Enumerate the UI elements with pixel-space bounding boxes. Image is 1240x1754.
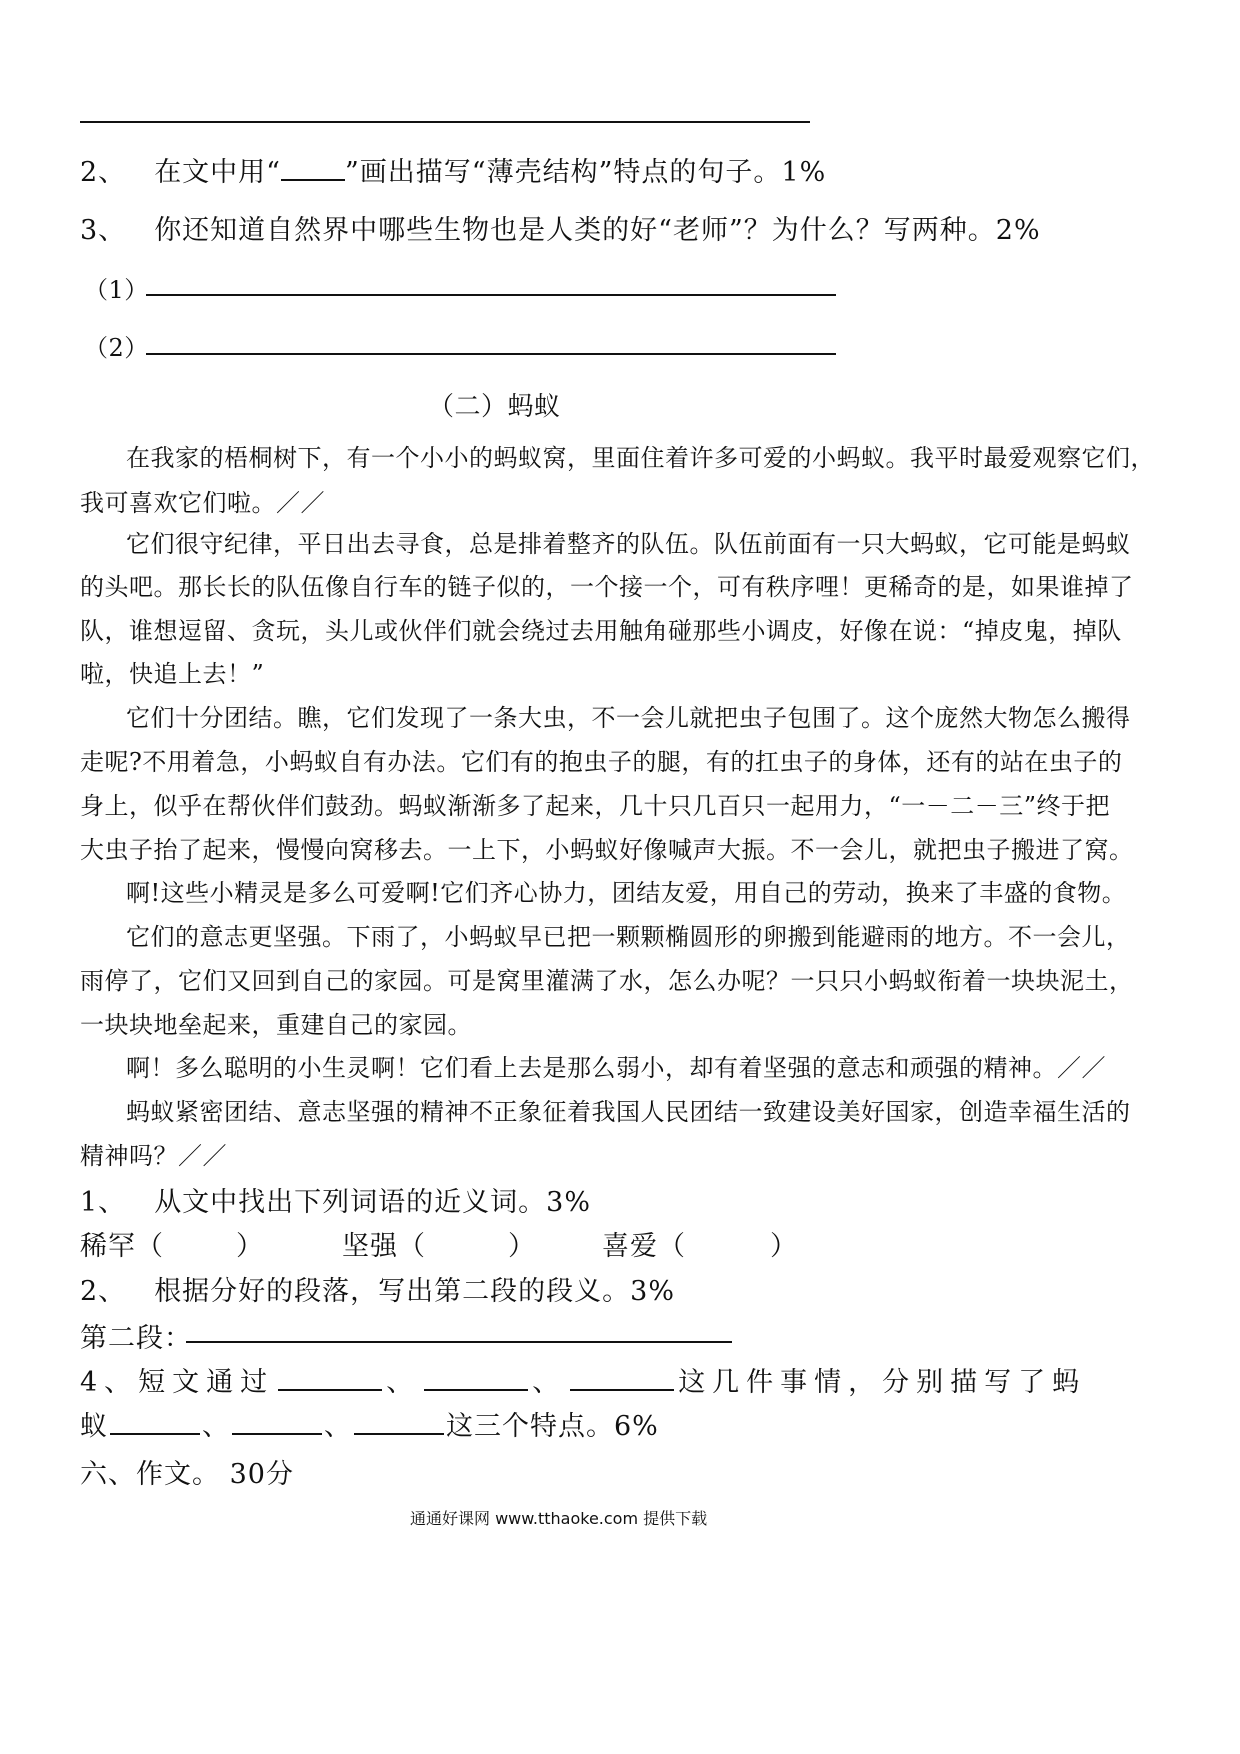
passage-line: 的头吧。那长长的队伍像自行车的链子似的，一个接一个，可有秩序哩！更稀奇的是，如果谁掉了 (80, 573, 1134, 601)
question-1-text: 从文中找出下列词语的近义词。3% (154, 1187, 592, 1218)
answer-label-2: （2） (84, 334, 149, 362)
passage-line: 啦，快追上去！” (80, 660, 265, 688)
question-4-line-2-end: 这三个特点。6% (446, 1411, 659, 1442)
passage-line: 一块块地垒起来，重建自己的家园。 (80, 1011, 472, 1039)
synonym-word-3: 喜爱（ (602, 1231, 686, 1262)
question-2-paragraph-number: 2、 (80, 1276, 127, 1307)
question-2-paragraph (80, 1269, 675, 1308)
event-blank-2[interactable] (424, 1365, 528, 1391)
top-rule (80, 121, 810, 123)
passage-line: 它们的意志更坚强。下雨了，小蚂蚁早已把一颗颗椭圆形的卵搬到能避雨的地方。不一会儿， (126, 923, 1131, 951)
passage-title: （二）蚂蚁 (428, 392, 561, 422)
passage-line: 在我家的梧桐树下，有一个小小的蚂蚁窝，里面住着许多可爱的小蚂蚁。我平时最爱观察它们， (126, 444, 1155, 472)
event-blank-3[interactable] (570, 1365, 674, 1391)
question-2 (80, 150, 826, 189)
passage-line: 它们十分团结。瞧，它们发现了一条大虫，不一会儿就把虫子包围了。这个庞然大物怎么搬得 (126, 704, 1131, 732)
passage-line: 我可喜欢它们啦。／／ (80, 489, 325, 517)
question-4-line-2-start: 蚁 (80, 1411, 108, 1442)
question-4-start: 4、短文通过 (80, 1367, 275, 1398)
separator: 、 (386, 1367, 421, 1398)
passage-line: 雨停了，它们又回到自己的家园。可是窝里灌满了水，怎么办呢？一只只小蚂蚁衔着一块块泥土， (80, 967, 1134, 995)
passage-line: 走呢?不用着急，小蚂蚁自有办法。它们有的抱虫子的腿，有的扛虫子的身体，还有的站在虫子的 (80, 748, 1123, 776)
separator: 、 (532, 1367, 567, 1398)
separator: 、 (202, 1411, 230, 1442)
synonym-close-3: ） (770, 1231, 798, 1262)
question-2-paragraph-text: 根据分好的段落，写出第二段的段义。3% (154, 1276, 676, 1307)
question-1-number: 1、 (80, 1187, 127, 1218)
underline-blank[interactable] (281, 155, 345, 181)
trait-blank-3[interactable] (354, 1409, 444, 1435)
question-1 (80, 1180, 591, 1219)
answer-label-1: （1） (84, 276, 149, 304)
passage-line: 身上，似乎在帮伙伴们鼓劲。蚂蚁渐渐多了起来，几十只几百只一起用力，“一－二－三”终于把 (80, 792, 1111, 820)
answer-line-2[interactable] (146, 353, 836, 355)
trait-blank-2[interactable] (232, 1409, 322, 1435)
paragraph-two-answer-line[interactable] (186, 1341, 732, 1343)
question-3-text: 你还知道自然界中哪些生物也是人类的好“老师”？为什么？写两种。2% (154, 215, 1041, 246)
event-blank-1[interactable] (278, 1365, 382, 1391)
question-3-number: 3、 (80, 215, 127, 246)
passage-line: 精神吗？／／ (80, 1142, 227, 1170)
question-4-end: 这几件事情，分别描写了蚂 (678, 1367, 1087, 1398)
question-4-line-1 (80, 1360, 1086, 1399)
passage-line: 大虫子抬了起来，慢慢向窝移去。一上下，小蚂蚁好像喊声大振。不一会儿，就把虫子搬进了窝。 (80, 836, 1134, 864)
passage-line: 它们很守纪律，平日出去寻食，总是排着整齐的队伍。队伍前面有一只大蚂蚁，它可能是蚂蚁 (126, 530, 1131, 558)
synonym-word-1: 稀罕（ (80, 1231, 164, 1262)
passage-line: 啊！多么聪明的小生灵啊！它们看上去是那么弱小，却有着坚强的意志和顽强的精神。／／ (126, 1054, 1106, 1082)
question-2-number: 2、 (80, 157, 127, 188)
answer-line-1[interactable] (146, 294, 836, 296)
question-2-text-after: ”画出描写“薄壳结构”特点的句子。1% (345, 157, 827, 188)
paragraph-two-label: 第二段： (80, 1323, 192, 1354)
synonym-close-1: ） (236, 1231, 264, 1262)
synonym-close-2: ） (508, 1231, 536, 1262)
question-3 (80, 208, 1041, 247)
synonym-word-2: 坚强（ (342, 1231, 426, 1262)
question-4-line-2 (80, 1404, 659, 1443)
separator: 、 (324, 1411, 352, 1442)
passage-line: 啊!这些小精灵是多么可爱啊!它们齐心协力，团结友爱，用自己的劳动，换来了丰盛的食物。 (126, 879, 1127, 907)
composition-heading: 六、作文。 30分 (80, 1459, 294, 1490)
passage-line: 蚂蚁紧密团结、意志坚强的精神不正象征着我国人民团结一致建设美好国家，创造幸福生活的 (126, 1098, 1131, 1126)
question-2-text-before: 在文中用“ (154, 157, 281, 188)
footer-credit: 通通好课网 www.tthaoke.com 提供下载 (410, 1509, 708, 1528)
passage-line: 队，谁想逗留、贪玩，头儿或伙伴们就会绕过去用触角碰那些小调皮，好像在说：“掉皮鬼，掉队 (80, 617, 1122, 645)
trait-blank-1[interactable] (110, 1409, 200, 1435)
